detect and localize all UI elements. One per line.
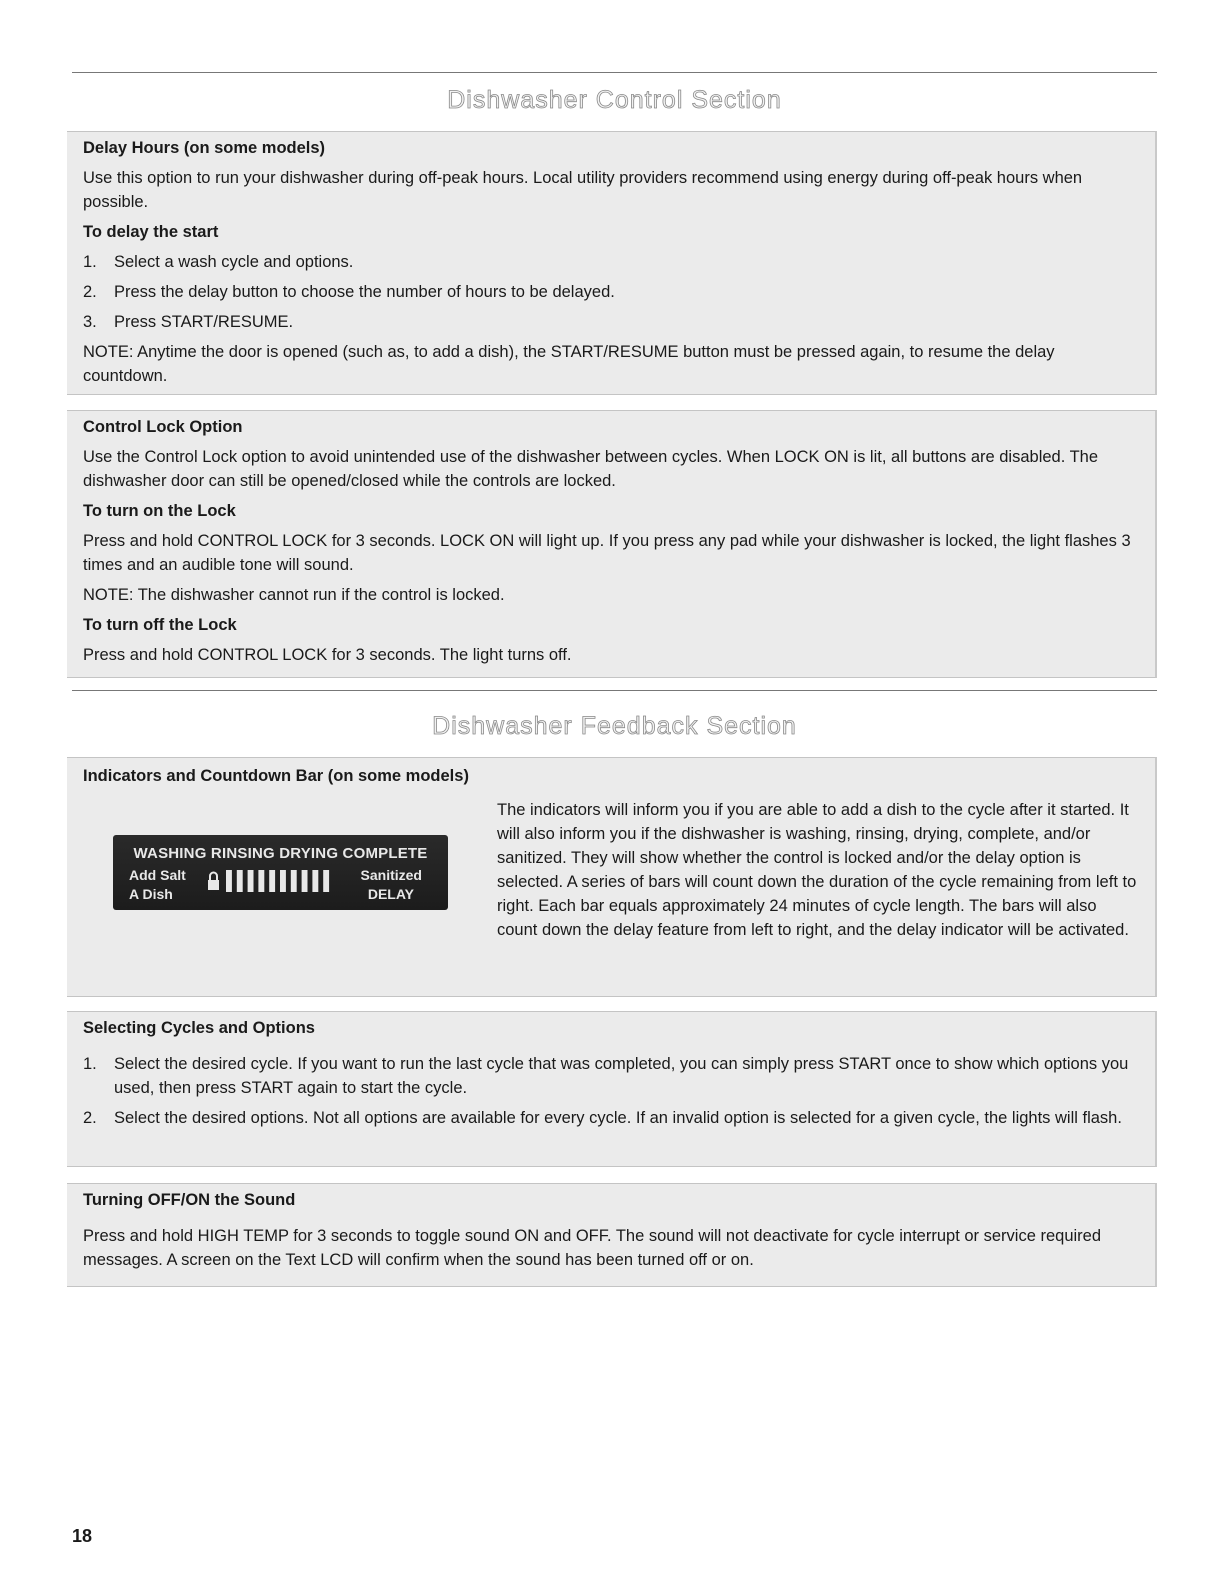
step-number: 2. xyxy=(83,1109,97,1127)
lock-on-subheading: To turn on the Lock xyxy=(83,502,236,520)
sound-heading: Turning OFF/ON the Sound xyxy=(83,1191,296,1209)
countdown-bar xyxy=(280,870,286,892)
mid-rule xyxy=(72,690,1157,691)
top-rule xyxy=(72,72,1157,73)
indicators-box xyxy=(67,757,1157,997)
countdown-bar xyxy=(291,870,297,892)
countdown-bars xyxy=(225,868,333,894)
countdown-bar xyxy=(323,870,329,892)
lock-off-subheading: To turn off the Lock xyxy=(83,616,237,634)
control-lock-intro: Use the Control Lock option to avoid unintended use of the dishwasher between cycles. When LOCK ON is lit, all buttons are disabled. The dishwasher door can still be opened/closed while the controls are locked. xyxy=(83,448,1099,490)
indicators-heading: Indicators and Countdown Bar (on some models) xyxy=(83,767,469,785)
delay-hours-heading: Delay Hours (on some models) xyxy=(83,139,326,157)
delay-start-subheading: To delay the start xyxy=(83,223,219,241)
step-text: Press the delay button to choose the number of hours to be delayed. xyxy=(114,283,615,301)
step-text: Press START/RESUME. xyxy=(114,313,294,331)
control-section-title: Dishwasher Control Section xyxy=(447,86,782,114)
delay-step xyxy=(83,280,1141,304)
sound-text: Press and hold HIGH TEMP for 3 seconds to toggle sound ON and OFF. The sound will not deactivate for cycle interrupt or service required messages. A screen on the Text LCD will confirm when the sound has been turned off or on. xyxy=(83,1227,1102,1269)
countdown-lcd-display xyxy=(113,835,448,910)
delay-step xyxy=(83,250,1141,274)
padlock-icon xyxy=(207,870,220,892)
countdown-bar xyxy=(226,870,232,892)
step-text: Select a wash cycle and options. xyxy=(114,253,354,271)
selecting-step xyxy=(83,1052,1141,1100)
countdown-bar xyxy=(312,870,318,892)
step-number: 3. xyxy=(83,313,97,331)
lcd-status-row: WASHING RINSING DRYING COMPLETE xyxy=(133,845,428,862)
lcd-add-dish: A Dish xyxy=(129,886,173,902)
lock-on-text: Press and hold CONTROL LOCK for 3 seconds. LOCK ON will light up. If you press any pad while your dishwasher is locked, the light flashes 3 times and an audible tone will sound. xyxy=(83,532,1131,574)
countdown-bar xyxy=(248,870,254,892)
feedback-section-title: Dishwasher Feedback Section xyxy=(432,712,797,740)
step-text: Select the desired cycle. If you want to run the last cycle that was completed, you can simply press START once to show which options you used, then press START again to start the cycle. xyxy=(114,1055,1129,1097)
delay-step xyxy=(83,310,1141,334)
lock-note: NOTE: The dishwasher cannot run if the control is locked. xyxy=(83,586,505,604)
control-lock-box xyxy=(67,410,1157,678)
step-number: 1. xyxy=(83,1055,97,1073)
delay-note: NOTE: Anytime the door is opened (such as, to add a dish), the START/RESUME button must be pressed again, to resume the delay countdown. xyxy=(83,343,1055,385)
countdown-bar xyxy=(237,870,243,892)
indicators-text: The indicators will inform you if you are able to add a dish to the cycle after it started. It will also inform you if the dishwasher is washing, rinsing, drying, complete, and/or sanitized. They will show whether the control is locked and/or the delay option is selected. A series of bars will count down the duration of the cycle remaining from left to right. Each bar equals approximately 24 minutes of cycle length. The bars will also count down the delay feature from left to right, and the delay indicator will be activated. xyxy=(497,801,1137,939)
lcd-sanitized: Sanitized xyxy=(360,867,422,883)
countdown-bar xyxy=(269,870,275,892)
sound-box xyxy=(67,1183,1157,1287)
countdown-bar xyxy=(258,870,264,892)
delay-hours-intro: Use this option to run your dishwasher during off-peak hours. Local utility providers recommend using energy during off-peak hours when possible. xyxy=(83,169,1083,211)
step-number: 1. xyxy=(83,253,97,271)
lcd-add-salt: Add Salt xyxy=(129,867,186,883)
countdown-bar xyxy=(302,870,308,892)
lock-off-text: Press and hold CONTROL LOCK for 3 seconds. The light turns off. xyxy=(83,646,572,664)
lcd-delay: DELAY xyxy=(367,886,414,902)
selecting-step xyxy=(83,1106,1141,1130)
control-lock-heading: Control Lock Option xyxy=(83,418,243,436)
step-number: 2. xyxy=(83,283,97,301)
delay-hours-box xyxy=(67,131,1157,395)
selecting-cycles-heading: Selecting Cycles and Options xyxy=(83,1019,315,1037)
step-text: Select the desired options. Not all options are available for every cycle. If an invalid option is selected for a given cycle, the lights will flash. xyxy=(114,1109,1122,1127)
page-number: 18 xyxy=(72,1526,93,1546)
selecting-cycles-box xyxy=(67,1011,1157,1167)
